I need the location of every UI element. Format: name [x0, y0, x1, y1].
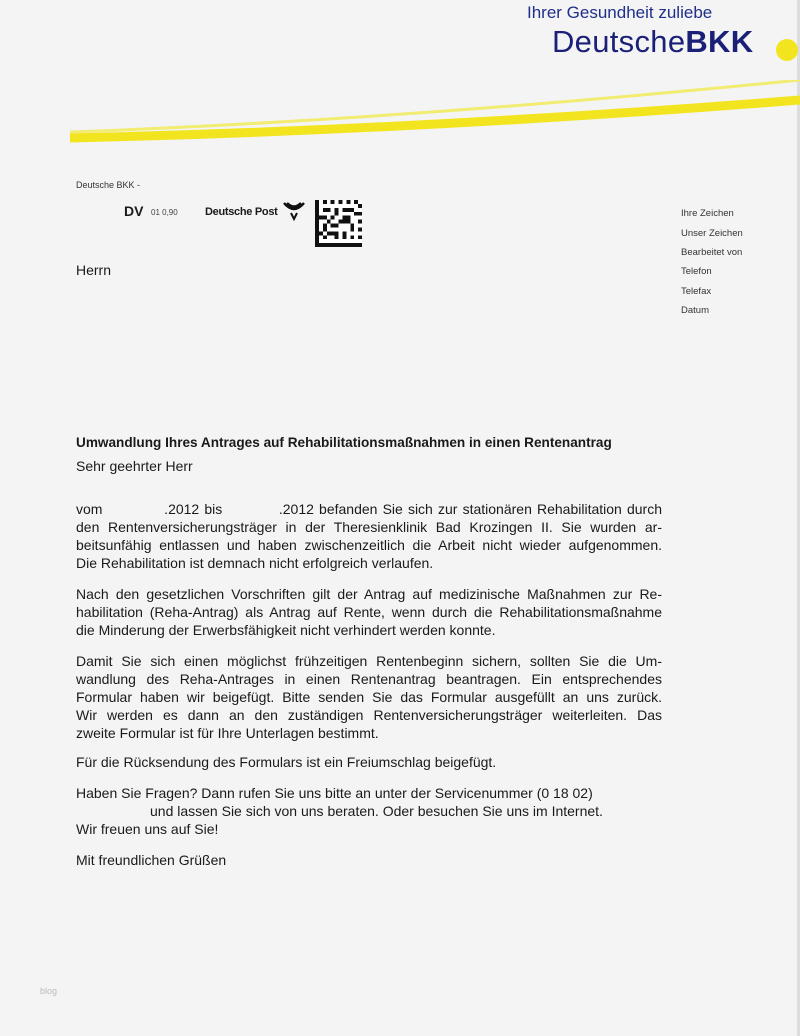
- text-line: und lassen Sie sich von uns beraten. Oder besuchen Sie uns im Internet.: [150, 803, 603, 819]
- text-line: die Minderung der Erwerbsfähigkeit nicht verhindert werden konnte.: [76, 622, 496, 638]
- ref-field-label: Datum: [681, 305, 709, 316]
- postage-mark: DV: [124, 203, 144, 219]
- text-line: Haben Sie Fragen? Dann rufen Sie uns bitte an unter der Servicenummer (0 18 02): [76, 785, 593, 801]
- text-line: Wir freuen uns auf Sie!: [76, 821, 219, 837]
- brand-logo: [552, 24, 753, 60]
- letter-closing: [76, 851, 662, 869]
- datamatrix-code-icon: [315, 200, 362, 247]
- text-line: den Rentenversicherungsträger in der Theresienklinik Bad Krozingen II. Sie wurden ar-: [76, 519, 662, 535]
- text-line: Nach den gesetzlichen Vorschriften gilt der Antrag auf medizinische Maßnahmen zur Re-: [76, 586, 662, 602]
- paragraph: [76, 652, 662, 742]
- closing-text: Mit freundlichen Grüßen: [76, 852, 227, 868]
- ref-field-label: Unser Zeichen: [681, 228, 743, 239]
- text-line: zweite Formular ist für Ihre Unterlagen bestimmt.: [76, 725, 379, 741]
- logo-dot-icon: [776, 39, 798, 61]
- text-line: wandlung des Reha-Antrages in einen Rentenantrag beantragen. Ein entsprechendes: [76, 671, 662, 687]
- text-line: Damit Sie sich einen möglichst frühzeitigen Rentenbeginn sichern, sollten Sie die Um-: [76, 653, 662, 669]
- text-line: Die Rehabilitation ist demnach nicht erfolgreich verlaufen.: [76, 555, 434, 571]
- letter-greeting: Sehr geehrter Herr: [76, 458, 193, 474]
- yellow-swoosh-decoration: [0, 80, 800, 150]
- letter-subject: Umwandlung Ihres Antrages auf Rehabilitationsmaßnahmen in einen Rentenantrag: [76, 435, 612, 450]
- watermark: blog: [40, 986, 58, 996]
- ref-field-label: Telefon: [681, 266, 712, 277]
- brand-regular: Deutsche: [552, 24, 686, 59]
- brand-bold: BKK: [685, 24, 754, 59]
- text-line: Formular haben wir beigefügt. Bitte senden Sie das Formular ausgefüllt an uns zurück.: [76, 689, 662, 705]
- paragraph: [76, 784, 662, 838]
- brand-tagline: Ihrer Gesundheit zuliebe: [527, 3, 713, 22]
- ref-field-label: Bearbeitet von: [681, 247, 743, 258]
- post-horn-icon: [282, 199, 306, 221]
- recipient-salutation: Herrn: [76, 262, 112, 278]
- paragraph: [76, 585, 662, 639]
- ref-field-label: Ihre Zeichen: [681, 208, 734, 219]
- text-line: Wir werden es dann an den zuständigen Rentenversicherungsträger weiterleiten. Das: [76, 707, 662, 723]
- carrier-name: Deutsche Post: [205, 206, 278, 218]
- text-line: Für die Rücksendung des Formulars ist ein Freiumschlag beigefügt.: [76, 754, 497, 770]
- postage-code: 01 0,90: [151, 208, 178, 217]
- paragraph: [76, 753, 662, 771]
- text-line: habilitation (Reha-Antrag) als Antrag auf Rente, wenn durch die Rehabilitationsmaßnahme: [76, 604, 662, 620]
- text-line: vom .2012 bis .2012 befanden Sie sich zur stationären Rehabilitation durch: [76, 501, 662, 517]
- paragraph: [76, 500, 662, 572]
- text-line: beitsunfähig entlassen und haben zwischenzeitlich die Arbeit nicht wieder aufgenommen.: [76, 537, 662, 553]
- sender-line: Deutsche BKK -: [76, 180, 141, 190]
- ref-field-label: Telefax: [681, 286, 712, 297]
